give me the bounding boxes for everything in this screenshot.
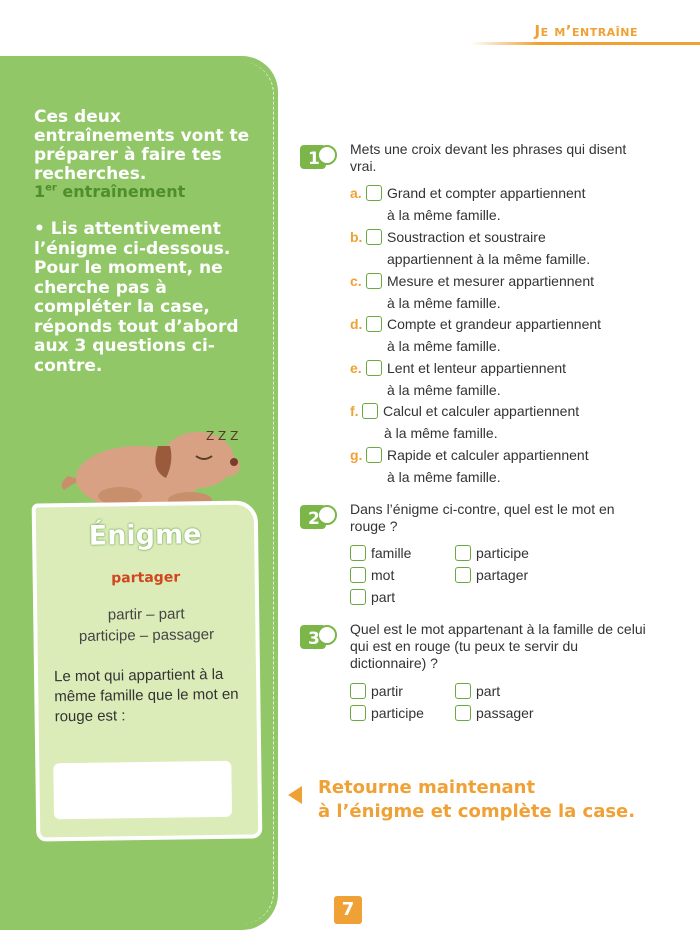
checkbox[interactable] bbox=[455, 545, 471, 561]
q3-option[interactable]: partir bbox=[350, 680, 403, 702]
question-number-badge bbox=[300, 621, 338, 651]
question-number: 1 bbox=[308, 149, 320, 169]
q1-item-b[interactable]: b. Soustraction et soustraire bbox=[350, 229, 546, 245]
question-number-badge bbox=[300, 141, 338, 171]
q3-option[interactable]: participe bbox=[350, 702, 424, 724]
q1-item-g[interactable]: g. Rapide et calculer appartiennent bbox=[350, 447, 589, 463]
q2-option[interactable]: partager bbox=[455, 564, 528, 586]
page-section-title: Je m’entraîne bbox=[534, 22, 638, 40]
checkbox[interactable] bbox=[455, 683, 471, 699]
header-rule bbox=[470, 42, 700, 45]
q2-option[interactable]: famille bbox=[350, 542, 411, 564]
back-line-2: à l’énigme et complète la case. bbox=[318, 801, 636, 822]
checkbox[interactable] bbox=[350, 545, 366, 561]
q2-option[interactable]: mot bbox=[350, 564, 394, 586]
question-number: 3 bbox=[308, 629, 320, 649]
q1-item-c-cont: à la même famille. bbox=[387, 295, 501, 311]
enigma-question: Le mot qui appartient à la même famille que le mot en rouge est : bbox=[53, 665, 239, 726]
instruction-text: • Lis attentivement l’énigme ci-dessous. Pour le moment, ne cherche pas à compléter la case, réponds tout d’abord aux 3 questions ci-contre. bbox=[34, 219, 239, 376]
q1-item-e-cont: à la même famille. bbox=[387, 382, 501, 398]
checkbox[interactable] bbox=[362, 403, 378, 419]
checkbox[interactable] bbox=[455, 567, 471, 583]
zzz-text: Z Z Z bbox=[206, 429, 239, 443]
q2-option[interactable]: participe bbox=[455, 542, 529, 564]
question-number: 2 bbox=[308, 509, 320, 529]
q1-item-c[interactable]: c. Mesure et mesurer appartiennent bbox=[350, 273, 594, 289]
back-instruction bbox=[318, 776, 635, 824]
q2-option[interactable]: part bbox=[350, 586, 395, 608]
checkbox[interactable] bbox=[366, 360, 382, 376]
enigma-title: Énigme bbox=[88, 519, 202, 552]
checkbox[interactable] bbox=[366, 229, 382, 245]
checkbox[interactable] bbox=[366, 273, 382, 289]
q1-item-f[interactable]: f. Calcul et calculer appartiennent bbox=[350, 403, 580, 419]
q1-item-a-cont: à la même famille. bbox=[387, 207, 501, 223]
q1-item-d[interactable]: d. Compte et grandeur appartiennent bbox=[350, 316, 602, 332]
question-text: Quel est le mot appartenant à la famille de celui qui est en rouge (tu peux te servir du dictionnaire) ? bbox=[350, 621, 646, 671]
q1-item-e[interactable]: e. Lent et lenteur appartiennent bbox=[350, 360, 567, 376]
answer-box[interactable] bbox=[53, 761, 232, 819]
q1-item-b-cont: appartiennent à la même famille. bbox=[387, 251, 591, 267]
checkbox[interactable] bbox=[455, 705, 471, 721]
q1-item-d-cont: à la même famille. bbox=[387, 338, 501, 354]
checkbox[interactable] bbox=[350, 683, 366, 699]
q1-item-f-cont: à la même famille. bbox=[384, 425, 498, 441]
training-heading: 1er entraînement bbox=[34, 182, 186, 201]
word-list-line: partir – part bbox=[107, 605, 185, 624]
intro-text: Ces deux entraînements vont te préparer à faire tes recherches. bbox=[34, 107, 250, 184]
question-text: Mets une croix devant les phrases qui disent vrai. bbox=[350, 141, 627, 174]
q1-item-a[interactable]: a. Grand et compter appartiennent bbox=[350, 185, 586, 201]
red-word: partager bbox=[111, 569, 181, 587]
enigma-card bbox=[32, 500, 263, 841]
word-list-line: participe – passager bbox=[78, 626, 215, 645]
left-arrow-icon bbox=[288, 786, 302, 804]
checkbox[interactable] bbox=[366, 316, 382, 332]
question-text: Dans l’énigme ci-contre, quel est le mot en rouge ? bbox=[350, 501, 615, 534]
q3-option[interactable]: passager bbox=[455, 702, 534, 724]
checkbox[interactable] bbox=[350, 567, 366, 583]
q1-item-g-cont: à la même famille. bbox=[387, 469, 501, 485]
checkbox[interactable] bbox=[350, 589, 366, 605]
page-number: 7 bbox=[334, 896, 362, 924]
checkbox[interactable] bbox=[350, 705, 366, 721]
question-number-badge bbox=[300, 501, 338, 531]
q3-option[interactable]: part bbox=[455, 680, 500, 702]
back-line-1: Retourne maintenant bbox=[318, 777, 536, 798]
enigma-word-list bbox=[37, 602, 256, 647]
checkbox[interactable] bbox=[366, 447, 382, 463]
checkbox[interactable] bbox=[366, 185, 382, 201]
